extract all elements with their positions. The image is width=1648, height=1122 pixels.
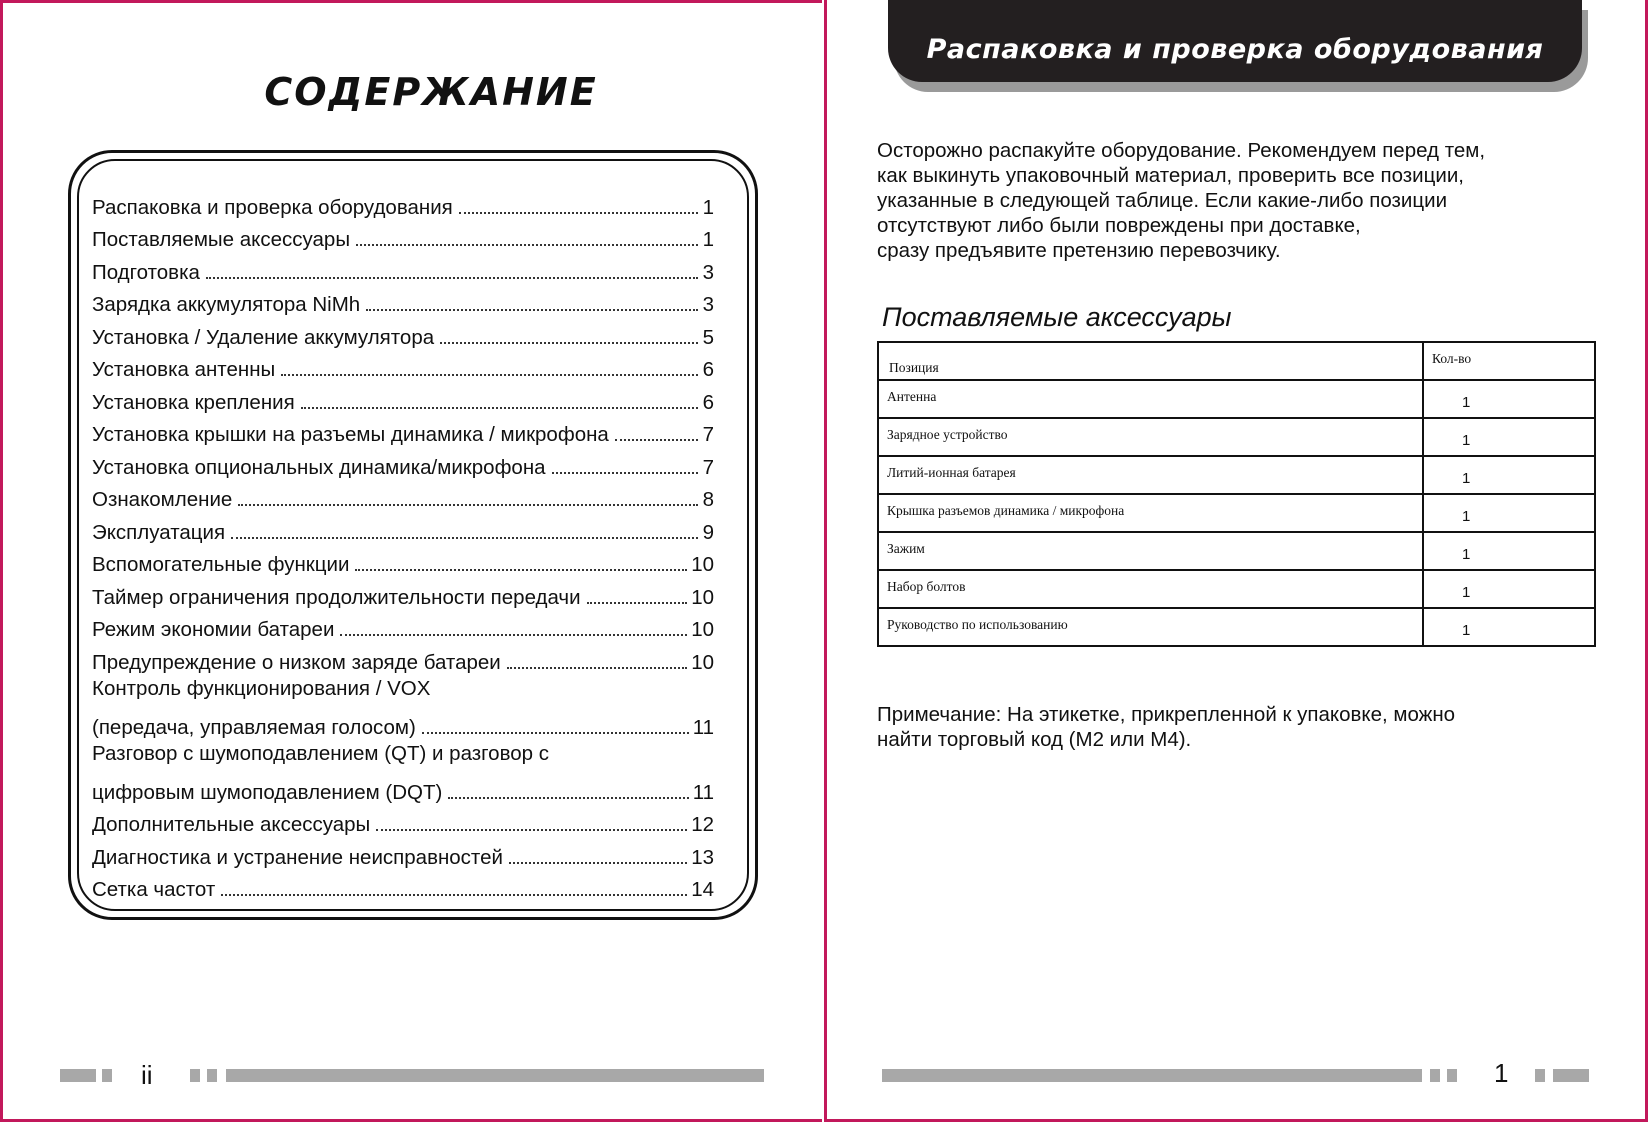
toc-entry-label: Зарядка аккумулятора NiMh [92, 293, 361, 316]
toc-entry[interactable] [92, 611, 714, 644]
item-cell: Антенна [878, 380, 1423, 418]
toc-entry-page: 6 [702, 358, 714, 381]
note-paragraph [877, 702, 1597, 752]
toc-entry[interactable] [92, 383, 714, 416]
table-row [878, 532, 1595, 570]
toc-entry-label: Распаковка и проверка оборудования [92, 195, 453, 219]
toc-entry-label: Эксплуатация [92, 520, 226, 544]
qty-cell: 1 [1423, 380, 1595, 418]
toc-entry-page: 11 [692, 780, 714, 804]
note-line: найти торговый код (M2 или M4). [877, 728, 1192, 751]
toc-entry[interactable] [92, 481, 714, 514]
toc-entry-label: Вспомогательные функции [92, 553, 350, 576]
toc-entry-label: Дополнительные аксессуары [92, 813, 371, 836]
toc-entry-label: Ознакомление [92, 488, 233, 511]
toc-entry-page: 7 [702, 455, 714, 479]
toc-leader-dots [231, 537, 698, 539]
toc-leader-dots [422, 732, 689, 734]
table-row [878, 380, 1595, 418]
toc-entry-page: 9 [702, 520, 714, 544]
footer-bar-block [1430, 1069, 1440, 1082]
footer-bar-block [102, 1069, 112, 1082]
toc-entry[interactable] [92, 806, 714, 839]
intro-line: отсутствуют либо были повреждены при доставке, [877, 214, 1361, 237]
toc-entry-label: Таймер ограничения продолжительности передачи [92, 585, 581, 609]
toc-leader-dots [355, 569, 687, 571]
footer-bar-block [190, 1069, 200, 1082]
toc-entry[interactable] [92, 838, 714, 871]
toc-title: СОДЕРЖАНИЕ [264, 70, 598, 114]
toc-leader-dots [221, 894, 687, 896]
table-row [878, 608, 1595, 646]
toc-entry[interactable] [92, 871, 714, 904]
intro-line: как выкинуть упаковочный материал, проверить все позиции, [877, 164, 1464, 187]
toc-entry-page: 14 [691, 878, 714, 901]
toc-leader-dots [587, 602, 688, 604]
toc-entry-label: (передача, управляемая голосом) [92, 715, 416, 739]
toc-leader-dots [238, 504, 698, 506]
qty-cell: 1 [1423, 494, 1595, 532]
toc-leader-dots [206, 277, 698, 279]
toc-entry[interactable] [92, 351, 714, 384]
table-row [878, 570, 1595, 608]
toc-entry-page: 10 [691, 553, 714, 576]
toc-leader-dots [509, 862, 687, 864]
toc-entry-page: 3 [702, 260, 714, 284]
toc-entry-label: цифровым шумоподавлением (DQT) [92, 780, 443, 804]
qty-cell: 1 [1423, 532, 1595, 570]
toc-entry-page: 8 [702, 488, 714, 511]
toc-leader-dots [615, 439, 698, 441]
toc-entry[interactable] [92, 513, 714, 546]
toc-leader-dots [356, 244, 698, 246]
toc-entry-label: Диагностика и устранение неисправностей [92, 845, 503, 869]
item-cell: Руководство по использованию [878, 608, 1423, 646]
item-cell: Зарядное устройство [878, 418, 1423, 456]
toc-leader-dots [552, 472, 698, 474]
toc-entry-page: 5 [702, 325, 714, 349]
table-of-contents [92, 188, 714, 903]
table-header-row [878, 342, 1595, 380]
footer-bar-block [1447, 1069, 1457, 1082]
toc-entry[interactable] [92, 188, 714, 221]
toc-entry-page: 1 [702, 195, 714, 219]
toc-entry-page: 10 [691, 650, 714, 674]
toc-entry-label: Поставляемые аксессуары [92, 228, 351, 251]
footer-bar-long [882, 1069, 1422, 1082]
footer-bar-block [1553, 1069, 1589, 1082]
intro-paragraph [877, 138, 1597, 263]
toc-entry[interactable] [92, 286, 714, 319]
column-header-qty: Кол-во [1423, 342, 1595, 380]
toc-entry[interactable] [92, 318, 714, 351]
toc-leader-dots [448, 797, 688, 799]
qty-cell: 1 [1423, 608, 1595, 646]
page-number-left: ii [141, 1060, 153, 1090]
intro-line: Осторожно распакуйте оборудование. Рекомендуем перед тем, [877, 139, 1486, 162]
toc-entry-label[interactable]: Контроль функционирования / VOX [92, 676, 431, 700]
item-cell: Набор болтов [878, 570, 1423, 608]
toc-entry-label: Установка опциональных динамика/микрофона [92, 455, 546, 479]
footer-bar-block [207, 1069, 217, 1082]
toc-leader-dots [376, 829, 687, 831]
table-row [878, 494, 1595, 532]
toc-entry-page: 7 [702, 423, 714, 446]
item-cell: Зажим [878, 532, 1423, 570]
qty-cell: 1 [1423, 456, 1595, 494]
footer-bar-block [1535, 1069, 1545, 1082]
toc-entry-page: 11 [692, 715, 714, 739]
toc-entry-page: 10 [691, 585, 714, 609]
toc-leader-dots [440, 342, 698, 344]
item-cell: Крышка разъемов динамика / микрофона [878, 494, 1423, 532]
toc-entry[interactable] [92, 546, 714, 579]
toc-entry-page: 10 [691, 618, 714, 641]
qty-cell: 1 [1423, 570, 1595, 608]
toc-entry-label[interactable]: Разговор с шумоподавлением (QT) и разговор с [92, 741, 549, 765]
table-row [878, 456, 1595, 494]
qty-cell: 1 [1423, 418, 1595, 456]
section-header-title: Распаковка и проверка оборудования [926, 34, 1544, 65]
toc-entry-label: Режим экономии батареи [92, 618, 335, 641]
toc-entry[interactable] [92, 708, 714, 741]
page-number-right: 1 [1494, 1058, 1509, 1088]
intro-line: сразу предъявите претензию перевозчику. [877, 239, 1281, 262]
toc-entry[interactable] [92, 578, 714, 611]
toc-entry-page: 3 [702, 293, 714, 316]
toc-entry[interactable] [92, 643, 714, 676]
toc-leader-dots [366, 309, 698, 311]
item-cell: Литий-ионная батарея [878, 456, 1423, 494]
toc-entry-label: Установка антенны [92, 358, 276, 381]
accessories-table [877, 341, 1596, 647]
toc-leader-dots [340, 634, 687, 636]
accessories-section-title: Поставляемые аксессуары [882, 302, 1232, 332]
toc-leader-dots [301, 407, 698, 409]
toc-entry[interactable] [92, 416, 714, 449]
toc-entry[interactable] [92, 773, 714, 806]
toc-entry-page: 13 [691, 845, 714, 869]
toc-entry-label: Установка крышки на разъемы динамика / микрофона [92, 423, 609, 446]
toc-entry-page: 12 [691, 813, 714, 836]
toc-entry-page: 6 [702, 390, 714, 414]
toc-entry-label: Предупреждение о низком заряде батареи [92, 650, 501, 674]
toc-entry-page: 1 [702, 228, 714, 251]
table-row [878, 418, 1595, 456]
toc-entry-label: Установка / Удаление аккумулятора [92, 325, 435, 349]
column-header-item: Позиция [878, 342, 1423, 380]
toc-entry-label: Установка крепления [92, 390, 295, 414]
note-line: Примечание: На этикетке, прикрепленной к упаковке, можно [877, 703, 1456, 726]
section-header-tab [888, 0, 1582, 82]
toc-entry[interactable] [92, 448, 714, 481]
intro-line: указанные в следующей таблице. Если какие-либо позиции [877, 189, 1448, 212]
toc-leader-dots [507, 667, 687, 669]
toc-entry[interactable] [92, 253, 714, 286]
toc-entry[interactable] [92, 221, 714, 254]
footer-bar-long [226, 1069, 764, 1082]
toc-entry-label: Сетка частот [92, 878, 216, 901]
footer-bar-block [60, 1069, 96, 1082]
toc-leader-dots [459, 212, 698, 214]
toc-entry-label: Подготовка [92, 260, 200, 284]
toc-leader-dots [281, 374, 698, 376]
